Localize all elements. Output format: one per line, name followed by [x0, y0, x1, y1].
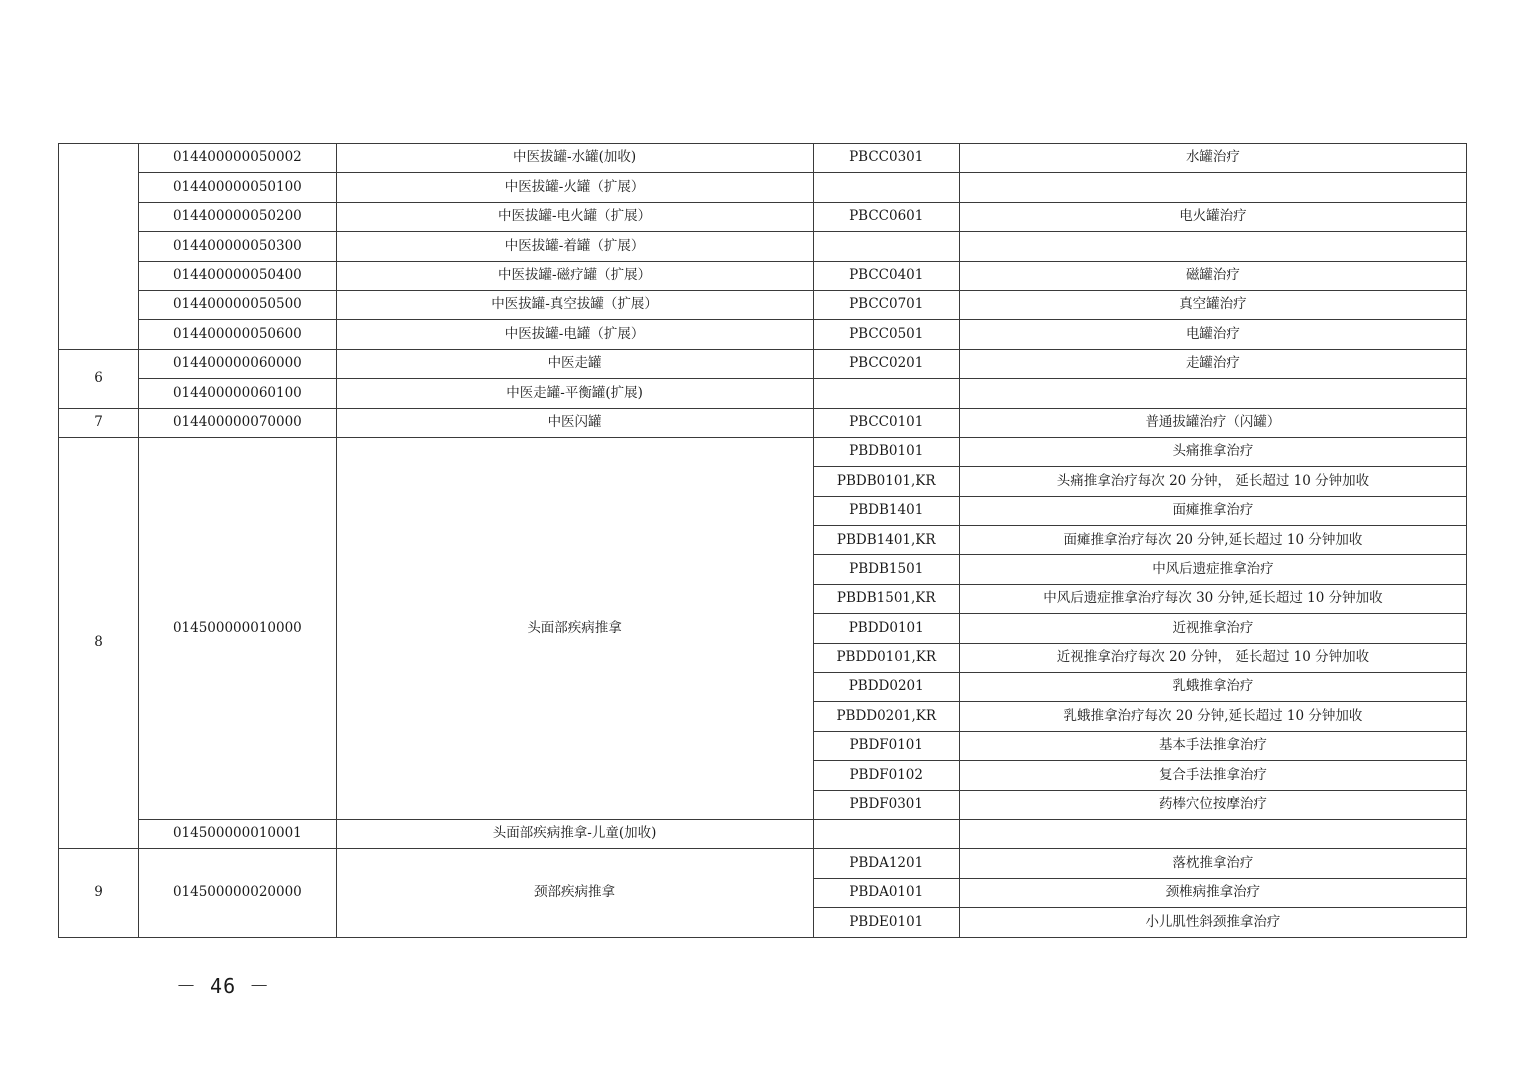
treatment-code-cell: PBDE0101: [813, 908, 959, 937]
project-name-cell: 头面部疾病推拿: [336, 437, 813, 819]
treatment-code-cell: [813, 819, 959, 848]
project-code-cell: 014400000050002: [139, 144, 336, 173]
treatment-name-cell: 磁罐治疗: [959, 261, 1466, 290]
treatment-name-cell: 颈椎病推拿治疗: [959, 878, 1466, 907]
treatment-name-cell: [959, 173, 1466, 202]
treatment-name-cell: [959, 232, 1466, 261]
treatment-code-cell: PBCC0501: [813, 320, 959, 349]
treatment-name-cell: 小儿肌性斜颈推拿治疗: [959, 908, 1466, 937]
treatment-code-cell: PBDF0102: [813, 761, 959, 790]
treatment-code-cell: PBDD0201,KR: [813, 702, 959, 731]
project-name-cell: 中医拔罐-水罐(加收): [336, 144, 813, 173]
treatment-code-cell: PBDF0301: [813, 790, 959, 819]
treatment-name-cell: 基本手法推拿治疗: [959, 731, 1466, 760]
treatment-code-cell: PBDD0101,KR: [813, 643, 959, 672]
treatment-name-cell: 乳蛾推拿治疗: [959, 673, 1466, 702]
treatment-name-cell: 复合手法推拿治疗: [959, 761, 1466, 790]
treatment-code-cell: PBCC0701: [813, 290, 959, 319]
project-code-cell: 014400000070000: [139, 408, 336, 437]
treatment-code-cell: PBDB1501,KR: [813, 584, 959, 613]
table-row: [59, 819, 1467, 848]
treatment-code-cell: PBCC0201: [813, 349, 959, 378]
treatment-name-cell: 乳蛾推拿治疗每次 20 分钟,延长超过 10 分钟加收: [959, 702, 1466, 731]
table-row: [59, 408, 1467, 437]
treatment-name-cell: 普通拔罐治疗（闪罐）: [959, 408, 1466, 437]
project-name-cell: 中医走罐-平衡罐(扩展): [336, 379, 813, 408]
treatment-code-cell: PBDD0101: [813, 614, 959, 643]
project-name-cell: 颈部疾病推拿: [336, 849, 813, 937]
project-code-cell: 014500000020000: [139, 849, 336, 937]
treatment-code-cell: PBDF0101: [813, 731, 959, 760]
treatment-name-cell: 走罐治疗: [959, 349, 1466, 378]
treatment-code-cell: PBCC0601: [813, 202, 959, 231]
project-name-cell: 中医闪罐: [336, 408, 813, 437]
treatment-code-cell: PBDB1501: [813, 555, 959, 584]
table-row: [59, 173, 1467, 202]
table-row: [59, 320, 1467, 349]
treatment-name-cell: 头痛推拿治疗: [959, 437, 1466, 466]
project-name-cell: 中医拔罐-磁疗罐（扩展）: [336, 261, 813, 290]
table-row: [59, 379, 1467, 408]
project-name-cell: 中医拔罐-着罐（扩展）: [336, 232, 813, 261]
project-code-cell: 014400000050500: [139, 290, 336, 319]
table-row: [59, 202, 1467, 231]
treatment-name-cell: 面瘫推拿治疗: [959, 496, 1466, 525]
project-code-cell: 014400000050600: [139, 320, 336, 349]
treatment-name-cell: 近视推拿治疗: [959, 614, 1466, 643]
treatment-name-cell: 水罐治疗: [959, 144, 1466, 173]
treatment-code-cell: PBDD0201: [813, 673, 959, 702]
row-number-cell: 9: [59, 849, 139, 937]
treatment-code-cell: PBDB0101: [813, 437, 959, 466]
treatment-name-cell: 药棒穴位按摩治疗: [959, 790, 1466, 819]
table-row: [59, 849, 1467, 878]
project-name-cell: 中医拔罐-火罐（扩展）: [336, 173, 813, 202]
treatment-code-cell: PBDA0101: [813, 878, 959, 907]
treatment-code-cell: PBCC0101: [813, 408, 959, 437]
treatment-code-cell: PBDB0101,KR: [813, 467, 959, 496]
project-name-cell: 中医拔罐-电火罐（扩展）: [336, 202, 813, 231]
project-name-cell: 中医拔罐-电罐（扩展）: [336, 320, 813, 349]
treatment-name-cell: 面瘫推拿治疗每次 20 分钟,延长超过 10 分钟加收: [959, 526, 1466, 555]
treatment-code-cell: PBDB1401,KR: [813, 526, 959, 555]
row-number-cell: 8: [59, 437, 139, 848]
treatment-name-cell: 中风后遗症推拿治疗每次 30 分钟,延长超过 10 分钟加收: [959, 584, 1466, 613]
treatment-code-cell: PBDA1201: [813, 849, 959, 878]
row-number-cell: 6: [59, 349, 139, 408]
treatment-name-cell: 近视推拿治疗每次 20 分钟， 延长超过 10 分钟加收: [959, 643, 1466, 672]
table-row: [59, 261, 1467, 290]
row-number-cell: [59, 144, 139, 350]
treatment-name-cell: 真空罐治疗: [959, 290, 1466, 319]
project-name-cell: 中医走罐: [336, 349, 813, 378]
project-name-cell: 中医拔罐-真空拔罐（扩展）: [336, 290, 813, 319]
treatment-name-cell: 落枕推拿治疗: [959, 849, 1466, 878]
treatment-name-cell: [959, 819, 1466, 848]
treatment-code-cell: PBDB1401: [813, 496, 959, 525]
project-code-cell: 014400000050400: [139, 261, 336, 290]
project-code-cell: 014400000050300: [139, 232, 336, 261]
table-row: [59, 349, 1467, 378]
treatment-code-cell: PBCC0301: [813, 144, 959, 173]
project-code-cell: 014500000010001: [139, 819, 336, 848]
treatment-name-cell: 电罐治疗: [959, 320, 1466, 349]
treatment-code-cell: PBCC0401: [813, 261, 959, 290]
table-row: [59, 437, 1467, 466]
project-code-cell: 014400000060000: [139, 349, 336, 378]
project-code-cell: 014400000050200: [139, 202, 336, 231]
treatment-code-cell: [813, 173, 959, 202]
table-row: [59, 144, 1467, 173]
table-row: [59, 232, 1467, 261]
project-code-cell: 014400000060100: [139, 379, 336, 408]
project-code-cell: 014400000050100: [139, 173, 336, 202]
project-name-cell: 头面部疾病推拿-儿童(加收): [336, 819, 813, 848]
treatment-name-cell: 头痛推拿治疗每次 20 分钟， 延长超过 10 分钟加收: [959, 467, 1466, 496]
treatment-code-cell: [813, 379, 959, 408]
project-mapping-table: [58, 143, 1467, 938]
project-code-cell: 014500000010000: [139, 437, 336, 819]
treatment-name-cell: 中风后遗症推拿治疗: [959, 555, 1466, 584]
treatment-code-cell: [813, 232, 959, 261]
row-number-cell: 7: [59, 408, 139, 437]
page-number: － 46 －: [176, 974, 271, 998]
table-row: [59, 290, 1467, 319]
treatment-name-cell: 电火罐治疗: [959, 202, 1466, 231]
treatment-name-cell: [959, 379, 1466, 408]
